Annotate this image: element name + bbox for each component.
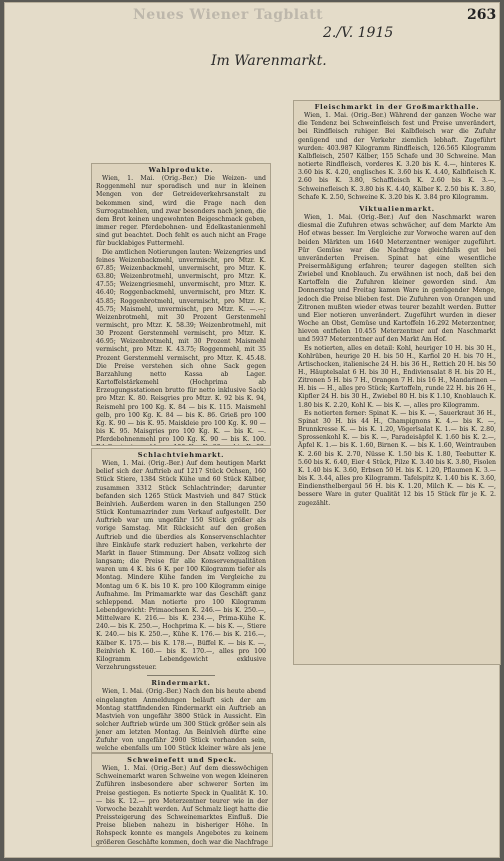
clipping-heading: Schlachtviehmarkt. xyxy=(137,451,225,459)
clipping-heading: Rindermarkt. xyxy=(151,679,211,688)
article-paragraph: Wien, 1. Mai. (Orig.-Ber.) Die Weizen- und Roggenmehl nur sporadisch und nur in kleinen Mengen von der Getreideverkehrsanstalt zu bekommen sind, wird die Frage nach den Surrogatmehlen, und zwar besonders nach jenen, die dem Brot keinen ungewohnten Beigeschmack geben, immer reger. Pferdebohnen- und Edelkastanienmehl sind gut beachtet. Doch fehlt es auch nicht an Frage für bucklabiges Futtermehl. xyxy=(96,175,266,248)
divider xyxy=(147,675,215,676)
clipping-heading: Fleischmarkt in der Großmarkthalle. xyxy=(314,103,480,111)
clipping-heading: Wahlprodukte. xyxy=(148,166,214,174)
article-paragraph: Wien, 1. Mai. (Orig.-Ber.) Während der ganzen Woche war die Tendenz bei Schweinfleisch fest und Preise unverändert, bei Rindfleisch ruhiger. Bei Kalbfleisch war die Zufuhr genügend und der Verkehr ziemlich lebhaft. Zugeführt wurden: 403.987 Kilogramm Rindfleisch, 126.565 Kilogramm Kalbfleisch, 2507 Kälber, 155 Schafe und 30 Schweine. Man notierte Rindfleisch, vorderes K. 3.20 bis K. 4.—, hinteres K. 3.60 bis K. 4.20, englisches K. 3.60 bis K. 4.40, Kalbfleisch K. 2.60 bis K. 3.80, Schaffleisch K. 2.60 bis K. 3.—, Schweinefleisch K. 3.80 bis K. 4.40, Kälber K. 2.50 bis K. 3.80, Schafe K. 2.50, Schweine K. 3.20 bis K. 3.84 pro Kilogramm. xyxy=(298,112,496,201)
clipping-heading: Viktualienmarkt. xyxy=(359,204,435,213)
article-paragraph: Wien, 1. Mai. (Orig.-Ber.) Auf dem heutigen Markt belief sich der Auftrieb auf 1217 Stück Ochsen, 160 Stück Stiere, 1384 Stück Kühe und 60 Stück Kälber, zusammen 3312 Stück Schlachtrinder; darunter befanden sich 1265 Stück Mastvieh und 847 Stück Beinlvieh. Außerdem waren in den Stallungen 250 Stück Kontumazrinder zum Verkauf aufgestellt. Der Auftrieb war um ungefähr 150 Stück größer als vorige Samstag. Mit Rücksicht auf den großen Auftrieb und die überdies als Konservenschlachter ihre Einkäufe stark reduziert haben, verkehrte der Markt in flauer Stimmung. Der Absatz vollzog sich langsam; die Preise für alle Konservenqualitäten waren um 4 K. bis 6 K. per 100 Kilogramm tiefer als Montag. Mindere Kühe fanden im Vergleiche zu Montag um 6 K. bis 10 K. pro 100 Kilogramm einige Aufnahme. Im Primamarkte war das Geschäft ganz schleppend. Man notierte pro 100 Kilogramm Lebendgewicht: Primaochsen K. 246.— bis K. 250.—, Mittelware K. 216.— bis K. 234.—, Prima-Kühe K. 240.— bis K. 250.—, Hochprima K. — bis K. —, Stiere K. 240.— bis K. 250.—, Kühe K. 176.— bis K. 216.—, Kälber K. 175.— bis K. 178.—, Büffel K. — bis K. —, Beinlvieh K. 160.— bis K. 170.—, alles pro 100 Kilogramm Lebendgewicht exklusive Verzehrungssteuer. xyxy=(96,460,266,672)
clipping-schlachtviehmarkt xyxy=(91,448,271,753)
article-paragraph: Wien, 1. Mai. (Orig.-Ber.) Nach den bis heute abend eingelangten Anmeldungen beläuft sich der am Montag stattfindenden Rindermarkt ein Auftrieb an Mastvieh von ungefähr 3800 Stück in Aussicht. Ein solcher Auftrieb würde um 300 Stück größer sein als jener am letzten Montag. An Beinlvieh dürfte eine Zufuhr von ungefähr 2900 Stück vorhanden sein, welche ebenfalls um 100 Stück kleiner wäre als jene xyxy=(96,688,266,753)
article-paragraph: Es notierten, alles en detail: Kohl, heuriger 10 H. bis 30 H., Kohlrüben, heurige 20 H. bis 50 H., Karfiol 20 H. bis 70 H., Artischocken, italienische 24 H. bis 36 H., Rettich 20 H. bis 50 H., Häuptelsalat 6 H. bis 30 H., Endiviensalat 8 H. bis 20 H., Zitronen 5 H. bis 7 H., Orangen 7 H. bis 16 H., Mandarinen — H. bis — H., alles pro Stück; Kartoffeln, runde 22 H. bis 26 H., Kipfler 24 H. bis 30 H., Zwiebel 80 H. bis K 1.10, Knoblauch K. 1.80 bis K. 2.20, Kohl K. — bis K. —, alles pro Kilogramm. xyxy=(298,344,496,409)
clipping-schweinefett xyxy=(91,753,273,847)
handwritten-section-title: Im Warenmarkt. xyxy=(211,53,327,69)
article-paragraph: Es notierten ferner: Spinat K. — bis K. —, Sauerkraut 36 H., Spinat 30 H. bis 44 H., Champignons K. 4.— bis K. —, Brunnkresse K. — bis K. 1.20, Vögerlsalat K. 1.— bis K. 2.80, Sprossenkohl K. — bis K. —, Paradeisäpfel K. 1.60 bis K. 2.—, Äpfel K. 1.— bis K. 1.60, Birnen K. — bis K. 1.60, Weintrauben K. 2.60 bis K. 2.70, Nüsse K. 1.50 bis K. 1.80, Teebutter K. 5.60 bis K. 6.40, Eier 4 Stück, Pilze K. 3.40 bis K. 3.80, Fisolen K. 1.40 bis K. 3.60, Erbsen 50 H. bis K. 1.20, Pflaumen K. 3.— bis K. 3.44, alles pro Kilogramm. Tafelspitz K. 1.40 bis K. 3.60, Eindiensthelbergaul 56 H. bis K. 1.20, Milch K. — bis K. —, bessere Ware in guter Qualität 12 bis 15 Stück für je K. 2. zugezählt. xyxy=(298,409,496,507)
archive-sheet xyxy=(4,2,500,858)
article-paragraph: Wien, 1. Mai. (Orig.-Ber.) Auf den Naschmarkt waren diesmal die Zufuhren etwas schwächer, auf dem Markte Am Hof etwas besser. Im Vergleiche zur Vorwoche waren auf den beiden Märkten um 1640 Meterzentner weniger zugeführt. Für Gemüse war die Nachfrage gleichfalls gut bei unveränderten Preisen. Spinat hat eine wesentliche Preisermäßigung erfahren; teurer dagegen stellten sich Zwiebel und Knoblauch. Zu erwähnen ist noch, daß bei den Kartoffeln die Zufuhren kleiner geworden sind. Am Donnerstag und Freitag kamen Ware in genügender Menge, jedoch die Preise blieben fest. Die Zufuhren von Orangen und Zitronen mußten wieder etwas teurer bezahlt werden. Butter und Eier notieren unverändert. Zugeführt wurden in dieser Woche an Obst, Gemüse und Kartoffeln 16.292 Meterzentner, hievon entfielen 10.455 Meterzentner auf den Naschmarkt und 5937 Meterzentner auf den Markt Am Hof. xyxy=(298,214,496,344)
handwritten-date: 2./V. 1915 xyxy=(323,25,394,41)
article-paragraph: Wien, 1. Mai. (Orig.-Ber.) Auf dem diesswöchigen Schweinemarkt waren Schweine von wegen kleineren Zuführen insbesondere aber schwerer Sorten im Preise gestiegen. Es notierte Speck in Qualität K. 10.— bis K. 12.— pro Meterzentner teurer wie in der Vorwoche bezahlt werden. Auf Schmalz liegt hatte die Preissteigerung des Schweinemarktes Einfluß. Die Preise blieben nahezu in bisheriger Höhe. In Rohspeck konnte es mangels Angebotes zu keinem größeren Geschäfte kommen, doch war die Nachfrage xyxy=(96,765,268,846)
newspaper-masthead: Neues Wiener Tagblatt xyxy=(133,7,324,23)
clipping-mahlprodukte xyxy=(91,163,271,446)
article-paragraph: Die amtlichen Notierungen lauten: Weizengries und feines Weizenbackmehl, unvermischt, pro Mtzr. K. 67.85; Weizenbackmehl, unvermischt, pro Mtzr. K. 63.80; Weizenbrotmehl, unvermischt, pro Mtzr. K. 47.55; Weizengriesmehl, unvermischt, pro Mtzr. K. 46.40; Roggenbackmehl, unvermischt, pro Mtzr. K. 45.85; Roggenbrotmehl, unvermischt, pro Mtzr. K. 45.75; Maismehl, unvermischt, pro Mtzr. K. —.—; Weizenbrotmehl, mit 30 Prozent Gerstenmehl vermischt, pro Mtzr. K. 58.39; Weizenbrotmehl, mit 30 Prozent Gerstenmehl vermischt, pro Mtzr. K. 46.95; Weizenbrotmehl, mit 30 Prozent Maismehl vermischt, pro Mtzr. K. 43.75; Roggenmehl, mit 35 Prozent Gerstenmehl vermischt, pro Mtzr. K. 45.48. Die Preise verstehen sich ohne Sack gegen Barzahlung netto Kassa ab Lager. Kartoffelstärkemehl (Hochprima ab Erzeugungsstationen brutto für netto inklusive Sack) pro Mtzr. K. 80. Reisgries pro Mtzr. K. 92 bis K. 94, Reismehl pro 100 Kg. K. 84 — bis K. 115. Maismehl gelb, pro 100 Kg. K. 84 — bis K. 86. Grieß pro 100 Kg. K. 90 — bis K. 95. Maiskleie pro 100 Kg. K. 90 — bis K. 95. Maisgries pro 100 Kg. K. — bis K. —. Pferdebohnenmehl pro 100 Kg. K. 90 — bis K. 100. xyxy=(96,248,266,444)
page-number: 263 xyxy=(467,7,497,23)
clipping-heading: Schweinefett und Speck. xyxy=(127,756,237,764)
clipping-fleischmarkt xyxy=(293,100,501,665)
